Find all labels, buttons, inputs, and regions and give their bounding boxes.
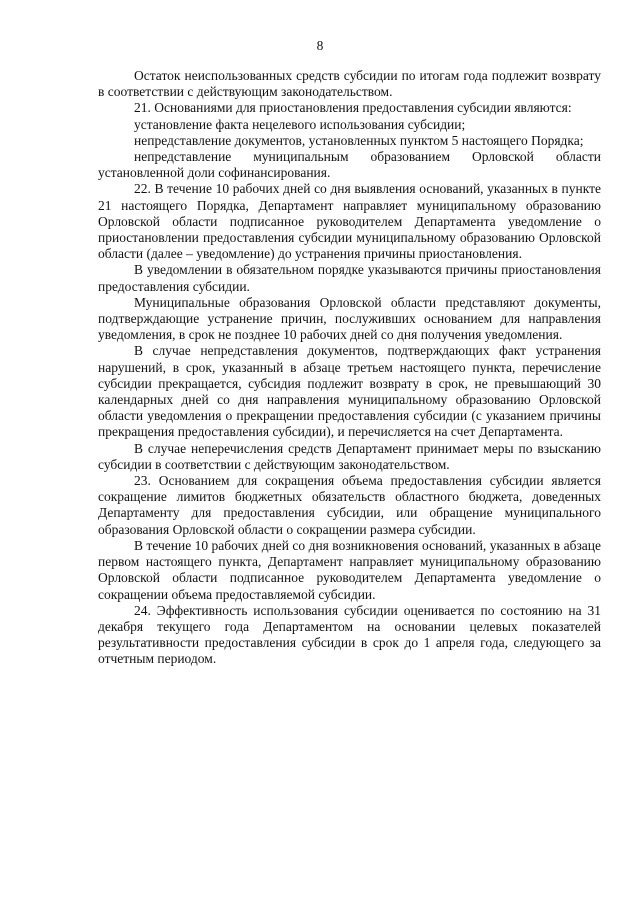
paragraph-23: 23. Основанием для сокращения объема предоставления субсидии является сокращение лимитов бюджетных обязательств областного бюджета, доведенных Департаменту для предоставления субсидии, или обращение муниципального образования Орловской области о сокращении размера субсидии. [98,473,601,537]
paragraph-22-documents: Муниципальные образования Орловской области представляют документы, подтверждающие устранение причин, послуживших основанием для направления уведомления, в срок не позднее 10 рабочих дней со дня получения уведомления. [98,294,601,343]
paragraph-24: 24. Эффективность использования субсидии оценивается по состоянию на 31 декабря текущего года Департаментом на основании целевых показателей результативности предоставления субсидии в срок до 1 апреля года, следующего за отчетным периодом. [98,602,601,667]
paragraph-21-item-misuse: установление факта нецелевого использования субсидии; [134,116,466,132]
paragraph-21-heading: 21. Основаниями для приостановления предоставления субсидии являются: [134,100,572,116]
paragraph-21-item-documents: непредставление документов, установленных пунктом 5 настоящего Порядка; [134,132,584,148]
page-number: 8 [316,38,324,53]
paragraph-22-termination: В случае непредставления документов, подтверждающих факт устранения нарушений, в срок, указанный в абзаце третьем настоящего пункта, перечисление субсидии прекращается, субсидия подлежит возврату в срок, не превышающий 30 календарных дней со дня направления муниципальному образованию Орловской области уведомления о прекращении предоставления субсидии (с указанием причины прекращения предоставления субсидии), и перечисляется на счет Департамента. [98,343,601,440]
paragraph-22-recovery: В случае неперечисления средств Департамент принимает меры по взысканию субсидии в соответствии с действующим законодательством. [98,440,601,472]
paragraph-22: 22. В течение 10 рабочих дней со дня выявления оснований, указанных в пункте 21 настоящего Порядка, Департамент направляет муниципальному образованию Орловской области подписанное руководителем Департамента уведомление о приостановлении предоставления субсидии муниципальному образованию Орловской области (далее – уведомление) до устранения причины приостановления. [98,181,601,262]
document-body [98,68,601,668]
paragraph-subsidy-remainder: Остаток неиспользованных средств субсидии по итогам года подлежит возврату в соответствии с действующим законодательством. [98,68,601,100]
paragraph-23-notice: В течение 10 рабочих дней со дня возникновения оснований, указанных в абзаце первом настоящего пункта, Департамент направляет муниципальному образованию Орловской области подписанное руководителем Департамента уведомление о сокращении объема предоставляемой субсидии. [98,537,601,602]
paragraph-21-item-cofinancing: непредставление муниципальным образованием Орловской области установленной доли софинансирования. [98,149,601,181]
paragraph-22-notice-reasons: В уведомлении в обязательном порядке указываются причины приостановления предоставления субсидии. [98,262,601,294]
